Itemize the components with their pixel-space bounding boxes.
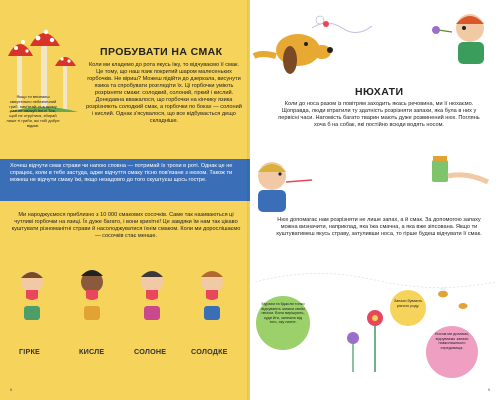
right-page-number: 9 [487, 387, 490, 392]
right-paragraph-2: Нюх допомагає нам розрізняти не лише запах, а й смак. За допомогою запаху можна визначити, наприклад, яка їжа смачна, а яка вже зіпсована. Якщо ти куштуватимеш якусь страву, затуливши носа, то гірше будеш відчувати її смак. [276, 217, 482, 237]
right-page-title: НЮХАТИ [355, 86, 404, 98]
left-lower-paragraph: Ми народжуємося приблизно з 10 000 смакових сосочків. Саме так називаються ці чутливі горбочки на язиці. Їх дуже багато, і вони крихітні! Це завдяки їм нам так цікаво куштувати різноманітні страви й насолоджуватися їхнім смаком. Коли ми дорослішаємо — сосочків стає менше. [11, 212, 241, 239]
blue-info-strip [0, 159, 250, 201]
mushroom-warning-note: Якщо ти впізнаєш смертельно небезпечний гриб, пам'ятай: ні в якому разі не смакуй його! Тож, щоб не отруїтися, збирай лише ті гриби, які тобі добре відомі. [6, 94, 60, 128]
flower-scent-illustration [312, 10, 372, 40]
left-page-number: 8 [10, 387, 13, 392]
kids-tasting-illustration [0, 262, 250, 332]
taste-label-sweet: СОЛОДКЕ [191, 347, 228, 356]
bubble-green-note: Мурахи та бджоли тонко відчувають запахи своїм нюхом. Вони вирішують, куди йти, залежно від того, яку пахне. [256, 296, 310, 350]
child-with-jar-illustration [252, 136, 492, 216]
left-intro-paragraph: Коли ми кладемо до рота якусь їжу, то відчуваємо її смак. Це тому, що наш язик покритий шаром малесеньких горбочків. Не віриш? Можеш підійти до дзеркала, висунути язика та спробувати розгледіти їх. Ці горбочки уміють розрізняти смаки: солодкий, солоний, гіркий і кислий. Донедавна вважалося, що горбочки на кінчику язика розрізняють солодкий смак, а горбочки по боках — солоний і кислий. Однак з'ясувалося, що все відбувається дещо складніше. [86, 62, 242, 124]
bubble-yellow-note: Запахи бувають різного роду. [390, 290, 426, 326]
right-paragraph-1: Коли до носа разом із повітрям заходить якась речовина, ми її нюхаємо. Щоправда, люди втратили ту здатність розрізняти запахи, яка була в них у первісні часи. Натомість багато тварин мають дуже розвинений нюх. Поглянь хоча б на собак, які постійно всюди водять носом. [278, 101, 480, 128]
taste-label-sour: КИСЛЕ [79, 347, 105, 356]
taste-label-bitter: ГІРКЕ [19, 347, 41, 356]
page-gutter [247, 0, 253, 400]
strip-paragraph: Хочеш відчути смак страви чи напою сповна — потримай їх трохи в роті. Однак це не спрацює, коли в тебе застуда, адже відчуття смаку тісно пов'язане з нюхом. Також ти можеш не відчути смаку їжі, якщо незадовго до того скуштуєш щось гостре. [10, 163, 233, 183]
taste-label-salty: СОЛОНЕ [134, 347, 167, 356]
left-page-title: ПРОБУВАТИ НА СМАК [100, 46, 223, 58]
bubble-pink-note: Носом ми дихаємо, відчуваємо запахи навколишнього середовища. [426, 326, 478, 378]
boy-smelling-flower-illustration [428, 6, 498, 66]
right-page [250, 0, 500, 400]
